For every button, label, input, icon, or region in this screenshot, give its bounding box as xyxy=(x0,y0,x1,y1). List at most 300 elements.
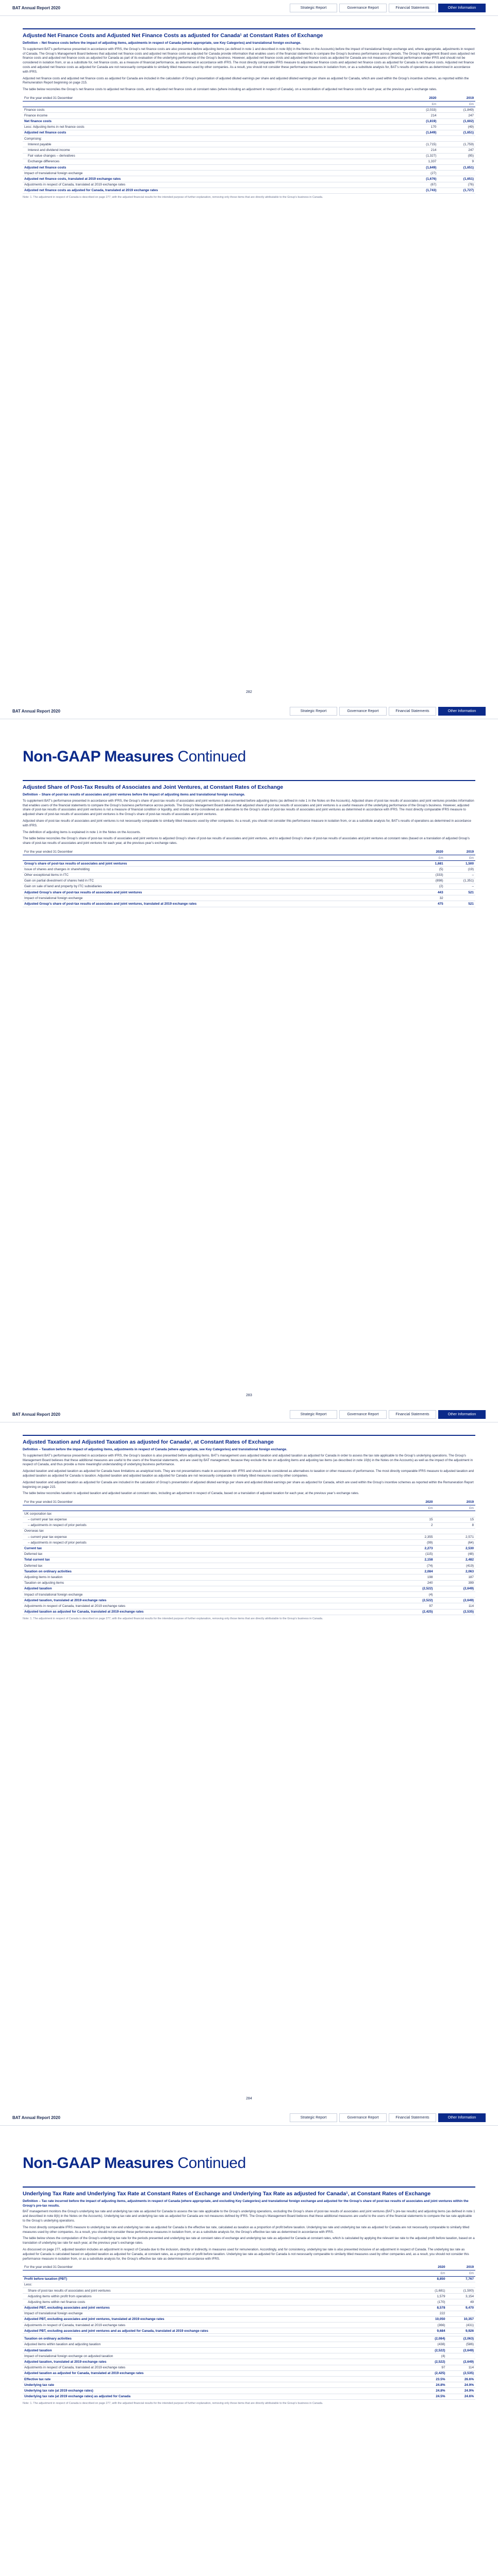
table-row xyxy=(23,1580,475,1586)
table-cell-2019 xyxy=(438,136,475,142)
table-cell-2019: (2,535) xyxy=(447,2370,476,2376)
section-title-main: Non-GAAP Measures xyxy=(23,2155,174,2172)
section-nav xyxy=(290,2113,486,2122)
nav-financial-statements[interactable]: Financial Statements xyxy=(389,4,436,12)
table-row-label: Group’s share of post-tax results of associates and joint ventures xyxy=(23,861,419,867)
table-cell-2020: 214 xyxy=(401,147,438,153)
table-row xyxy=(23,1591,475,1597)
table-row xyxy=(23,1540,475,1546)
table-cell-2020: (99) xyxy=(393,1540,434,1546)
section-title xyxy=(23,2155,475,2172)
measure-definition: Definition – Net finance costs before the impact of adjusting items, adjustments in respect of Canada (where appropriate, see Key Categories) and translational foreign exchange. xyxy=(23,41,302,45)
table-cell-2019: (1,351) xyxy=(445,878,475,884)
table-cell-2020: (1,819) xyxy=(401,118,438,124)
table-cell-2019: (431) xyxy=(447,2323,476,2328)
section-nav xyxy=(290,1410,486,1419)
table-row-label: Adjusting items in taxation xyxy=(23,1574,393,1580)
table-cell-2019: (76) xyxy=(438,182,475,188)
table-units-row xyxy=(23,855,475,860)
table-row xyxy=(23,2287,475,2293)
table-cell-2019: (2,649) xyxy=(447,2359,476,2365)
table-row xyxy=(23,2376,475,2382)
table-row-label: Adjusted taxation xyxy=(23,2348,418,2353)
table-cell-2019: (1,602) xyxy=(438,118,475,124)
table-row-label: Taxation on ordinary activities xyxy=(23,1569,393,1574)
table-row xyxy=(23,188,475,193)
table-units-row xyxy=(23,1505,475,1511)
table-cell-2020: (1,676) xyxy=(401,176,438,182)
table-cell-2019: 9,470 xyxy=(447,2305,476,2311)
table-unit: £m xyxy=(438,101,475,107)
table-row-label: Adjusted PBT, excluding associates and joint ventures xyxy=(23,2305,418,2311)
section-nav xyxy=(290,707,486,716)
table-row xyxy=(23,113,475,118)
table-header-2020: 2020 xyxy=(418,2264,446,2270)
table-cell-2019: (49) xyxy=(438,124,475,130)
divider xyxy=(23,1435,475,1436)
table-row xyxy=(23,2365,475,2370)
table-row xyxy=(23,176,475,182)
table-row xyxy=(23,182,475,188)
table-cell-2019: 9,926 xyxy=(447,2328,476,2334)
table-header-2020: 2020 xyxy=(393,1499,434,1505)
table-row-label: Adjusted items within taxation and adjusting taxation xyxy=(23,2342,418,2347)
table-row xyxy=(23,1557,475,1563)
table-row xyxy=(23,2311,475,2316)
page-number: 282 xyxy=(246,690,252,694)
divider xyxy=(23,2187,475,2188)
table-row xyxy=(23,147,475,153)
table-row-label: Net finance costs xyxy=(23,118,401,124)
table-cell-2020: (438) xyxy=(418,2342,446,2347)
report-page xyxy=(0,2110,498,2576)
table-header-2019: 2019 xyxy=(447,2264,476,2270)
table-row-label: Exchange differences xyxy=(23,159,401,164)
table-cell-2020: 9,684 xyxy=(418,2328,446,2334)
table-row xyxy=(23,2336,475,2342)
table-row xyxy=(23,2328,475,2334)
table-cell-2019: (2,649) xyxy=(447,2348,476,2353)
table-row xyxy=(23,884,475,889)
table-cell-2020: (115) xyxy=(393,1551,434,1557)
table-row-label: Adjusted taxation as adjusted for Canada, translated at 2019 exchange rates xyxy=(23,2370,418,2376)
table-row-label: Taxation on ordinary activities xyxy=(23,2336,418,2342)
table-cell-2019: 521 xyxy=(445,890,475,895)
table-row xyxy=(23,130,475,135)
nav-financial-statements[interactable]: Financial Statements xyxy=(389,2113,436,2122)
table-row xyxy=(23,2382,475,2388)
table-units-row xyxy=(23,101,475,107)
divider xyxy=(23,780,475,781)
body-paragraph: Adjusted share of post-tax results of associates and joint ventures is not necessarily comparable to similarly titled measures used by other companies. As a result, you should not consider this performance measure in isolation from, or as a substitute analysis for, BAT’s results of operations as determined in accordance with IFRS. xyxy=(23,819,471,827)
table-row xyxy=(23,1534,475,1540)
table-cell-2019: 247 xyxy=(438,113,475,118)
table-cell-2019: – xyxy=(445,884,475,889)
table-cell-2019: (1,651) xyxy=(438,130,475,135)
table-row-label: – current year tax expense xyxy=(23,1534,393,1540)
measure-title: Adjusted Share of Post-Tax Results of Associates and Joint Ventures, at Constant Rates of Exchange xyxy=(23,784,284,790)
table-cell-2019: 15 xyxy=(435,1517,475,1522)
report-page xyxy=(0,0,498,703)
table-row xyxy=(23,2305,475,2311)
table-cell-2020: (333) xyxy=(419,872,445,878)
measure-body xyxy=(23,799,475,846)
table-row-label: Fair value changes – derivatives xyxy=(23,153,401,159)
table-header-row xyxy=(23,1499,475,1505)
table-header-label: For the year ended 31 December xyxy=(23,849,419,855)
table-row-label: Finance costs xyxy=(23,107,401,113)
table-cell-2019: 521 xyxy=(445,901,475,907)
table-cell-2020: 97 xyxy=(393,1603,434,1609)
table-row-label: – adjustments in respect of prior periods xyxy=(23,1540,393,1546)
table-cell-2020: 8,850 xyxy=(418,2276,446,2282)
table-units-row xyxy=(23,2270,475,2276)
nav-strategic-report[interactable]: Strategic Report xyxy=(290,707,337,716)
table-cell-2019: 26.6% xyxy=(447,2376,476,2382)
table-unit: £m xyxy=(447,2270,476,2276)
nav-other-information[interactable]: Other Information xyxy=(438,707,486,716)
table-cell-2019: 24.9% xyxy=(447,2382,476,2388)
table-row xyxy=(23,1609,475,1615)
body-paragraph: To supplement BAT’s performance presented in accordance with IFRS, the Group’s share of post-tax results of associates and joint ventures is also presented before adjusting items (as defined in note 1 in the Notes on the Accounts). Adjusted share of post-tax results of associates and joint ventures provides information that enables users of the financial statements to compare the Group’s business performance across periods. The Group’s Management Board believes that adjusted share of post-tax results of associates and joint ventures is a useful measure of the underlying performance of the Group’s business. However, adjusted share of post-tax results of associates and joint ventures is not a measure of financial condition or liquidity, and should not be considered as an alternative to the Group’s share of post-tax results of associates and joint ventures as determined in accordance with IFRS. The most directly comparable IFRS measure to adjusted share of post-tax results of associates and joint ventures is the Group’s share of post-tax results of associates and joint ventures. xyxy=(23,799,474,817)
table-row xyxy=(23,867,475,872)
report-page xyxy=(0,1406,498,2110)
table-cell-2020: 1,337 xyxy=(401,159,438,164)
table-row xyxy=(23,142,475,147)
table-cell-2020: (1,743) xyxy=(401,188,438,193)
table-row xyxy=(23,890,475,895)
table-cell-2019: (2,063) xyxy=(447,2336,476,2342)
table-row-label: Effective tax rate xyxy=(23,2376,418,2382)
table-cell-2020: (898) xyxy=(419,878,445,884)
table-cell-2020: 10,050 xyxy=(418,2316,446,2322)
table-cell-2020 xyxy=(393,1528,434,1534)
page-content xyxy=(0,2126,498,2405)
table-cell-2020: (1,681) xyxy=(418,2287,446,2293)
table-header-2020: 2020 xyxy=(401,95,438,101)
table-row-label: Adjusted taxation xyxy=(23,1586,393,1591)
table-cell-2020 xyxy=(401,136,438,142)
table-cell-2019: (1,759) xyxy=(438,142,475,147)
table-cell-2020: (2,425) xyxy=(418,2370,446,2376)
body-paragraph: The most directly comparable IFRS measure to underlying tax rate and underlying tax rate as adjusted for Canada is the effective tax rate, calculated as taxation as a proportion of profit before taxation. Underlying tax rate and underlying tax rate as adjusted for Canada are not necessarily comparable to similarly titled measures used by other companies. As a result, you should not consider these performance measures in isolation from, or as a substitute analysis for, the Group’s effective tax rate as determined in accordance with IFRS. xyxy=(23,2225,470,2234)
table-cell-2020: 8,578 xyxy=(418,2305,446,2311)
table-cell-2020: 24.8% xyxy=(418,2382,446,2388)
table-cell-2019: – xyxy=(445,872,475,878)
nav-other-information[interactable]: Other Information xyxy=(438,1410,486,1419)
table-row-label: Finance income xyxy=(23,113,401,118)
table-cell-2019: 2,063 xyxy=(435,1569,475,1574)
measure-title: Adjusted Net Finance Costs and Adjusted Net Finance Costs as adjusted for Canada¹ at Constant Rates of Exchange xyxy=(23,32,323,39)
table-cell-2020: 198 xyxy=(393,1574,434,1580)
reconciliation-table xyxy=(23,2264,475,2399)
table-cell-2020: 32 xyxy=(419,895,445,901)
table-row xyxy=(23,2370,475,2376)
table-cell-2020: (2,522) xyxy=(393,1586,434,1591)
table-cell-2020: (67) xyxy=(401,182,438,188)
table-row xyxy=(23,2323,475,2328)
table-cell-2020: 2,084 xyxy=(393,1569,434,1574)
table-row xyxy=(23,1517,475,1522)
section-title-main: Non-GAAP Measures xyxy=(23,748,174,765)
table-row-label: Total current tax xyxy=(23,1557,393,1563)
table-unit: £m xyxy=(419,855,445,860)
table-cell-2019: (1,500) xyxy=(447,2287,476,2293)
table-row xyxy=(23,2353,475,2359)
table-row-label: Issue of shares and changes in shareholding xyxy=(23,867,419,872)
table-header-row xyxy=(23,849,475,855)
table-row xyxy=(23,165,475,171)
table-row-label: Less: xyxy=(23,2282,418,2287)
table-row-label: Impact of translational foreign exchange xyxy=(23,1591,393,1597)
table-header-row xyxy=(23,2264,475,2270)
table-cell-2020: (74) xyxy=(393,1563,434,1569)
table-header-label: For the year ended 31 December xyxy=(23,95,401,101)
measure-definition: Definition – Share of post-tax results of associates and joint ventures before the impact of adjusting items and translational foreign exchange. xyxy=(23,793,245,797)
reconciliation-table xyxy=(23,95,475,194)
table-row xyxy=(23,153,475,159)
table-row xyxy=(23,1586,475,1591)
table-row xyxy=(23,895,475,901)
table-row-label: – adjustments in respect of prior periods xyxy=(23,1522,393,1528)
table-row xyxy=(23,1603,475,1609)
body-paragraph: As discussed on page 277, adjusted taxation includes an adjustment in respect of Canada due to the inclusion, directly or indirectly, in measures used for remuneration. Accordingly, and for consistency, underlying tax rate is also presented inclusive of an adjustment in respect of Canada. The underlying tax rate as adjusted for Canada is calculated based on adjusted taxation as adjusted for Canada, at constant rates, as a proportion of profit before taxation. Underlying tax rate as adjusted for Canada is not necessarily comparable to similarly titled measures used by other companies and, as a result, you should not consider this performance measure in isolation from, or as a substitute analysis for, the Group’s effective tax rate as determined in accordance with IFRS. xyxy=(23,2247,469,2261)
table-cell-2019: 114 xyxy=(435,1603,475,1609)
table-cell-2020: 1,579 xyxy=(418,2294,446,2299)
table-row-label: Other exceptional items in ITC xyxy=(23,872,419,878)
page-number: 284 xyxy=(246,2097,252,2100)
table-row xyxy=(23,861,475,867)
table-unit xyxy=(23,2270,418,2276)
table-header-label: For the year ended 31 December xyxy=(23,2264,418,2270)
table-cell-2020: 170 xyxy=(401,124,438,130)
table-cell-2019 xyxy=(447,2353,476,2359)
table-cell-2019 xyxy=(435,1591,475,1597)
footnote: Note: 1. The adjustment in respect of Canada is described on page 277, with the adjusted financial results for the intended purpose of further explanation, removing only those items that are directly attributable to the Group’s business in Canada. xyxy=(23,195,323,199)
measure-definition: Definition – Taxation before the impact of adjusting items, adjustments in respect of Canada (where appropriate, see Key Categories) and translational foreign exchange. xyxy=(23,1448,288,1452)
table-cell-2019: 9 xyxy=(438,159,475,164)
table-row-label: Adjustments in respect of Canada, translated at 2019 exchange rates xyxy=(23,2365,418,2370)
report-brand: BAT Annual Report 2020 xyxy=(12,2115,60,2120)
body-paragraph: The table below reconciles the Group’s share of post-tax results of associates and joint ventures to adjusted Group’s share of post-tax results of associates and joint ventures, and to adjusted Group’s share of post-tax results of associates and joint ventures at constant rates (based on a translation of adjusted Group’s share of post-tax results of associates and joint ventures for each year, at the previous year’s exchange rates. xyxy=(23,837,470,845)
table-header-row xyxy=(23,95,475,101)
table-row xyxy=(23,159,475,164)
table-row-label: Adjusting items within profit from operations xyxy=(23,2294,418,2299)
body-paragraph: Adjusted taxation and adjusted taxation as adjusted for Canada are included in the calculation of Group’s presentation of adjusted diluted earnings per share and adjusted diluted earnings per share as adjusted for Canada, which are used within the Group’s incentive schemes as reported within the Remuneration Report beginning on page 215. xyxy=(23,1480,474,1489)
table-row-label: Impact of translational foreign exchange xyxy=(23,2311,418,2316)
table-row xyxy=(23,2299,475,2305)
table-unit xyxy=(23,855,419,860)
table-row xyxy=(23,1528,475,1534)
table-row-label: Adjusted taxation as adjusted for Canada, translated at 2019 exchange rates xyxy=(23,1609,393,1615)
table-row xyxy=(23,124,475,130)
table-cell-2020: (2,522) xyxy=(418,2348,446,2353)
table-cell-2019: 8 xyxy=(435,1522,475,1528)
table-row-label: Interest payable xyxy=(23,142,401,147)
nav-governance-report[interactable]: Governance Report xyxy=(339,4,387,12)
table-cell-2020: (2,522) xyxy=(393,1598,434,1603)
body-paragraph: Adjusted net finance costs and adjusted net finance costs as adjusted for Canada are included in the calculation of Group’s presentation of adjusted diluted earnings per share and adjusted diluted earnings per share as adjusted for Canada, which are used within the Group’s incentive schemes, as reported within the Remuneration Report beginning on page 215. xyxy=(23,76,469,85)
nav-financial-statements[interactable]: Financial Statements xyxy=(389,707,436,716)
table-unit xyxy=(23,1505,393,1511)
table-unit xyxy=(23,101,401,107)
table-cell-2020: 23.5% xyxy=(418,2376,446,2382)
table-row xyxy=(23,107,475,113)
table-row-label: Impact of translational foreign exchange xyxy=(23,895,419,901)
page-content xyxy=(0,16,498,200)
table-cell-2020: (170) xyxy=(418,2299,446,2305)
table-row-label: Adjusted Group’s share of post-tax results of associates and joint ventures, translated at 2019 exchange rates xyxy=(23,901,419,907)
page-content xyxy=(0,1422,498,1621)
table-row xyxy=(23,2316,475,2322)
table-header-label: For the year ended 31 December xyxy=(23,1499,393,1505)
table-cell-2019: 114 xyxy=(447,2365,476,2370)
table-row-label: Adjusted Group’s share of post-tax results of associates and joint ventures xyxy=(23,890,419,895)
page-number: 283 xyxy=(246,1394,252,1397)
table-cell-2019 xyxy=(438,171,475,176)
nav-other-information[interactable]: Other Information xyxy=(438,4,486,12)
table-cell-2020: (2) xyxy=(419,884,445,889)
table-cell-2020: 475 xyxy=(419,901,445,907)
table-row-label: Adjusting items within net finance costs xyxy=(23,2299,418,2305)
table-row xyxy=(23,878,475,884)
nav-strategic-report[interactable]: Strategic Report xyxy=(290,2113,337,2122)
table-row-label: Deferred tax xyxy=(23,1563,393,1569)
table-cell-2019 xyxy=(435,1511,475,1517)
table-cell-2020: 2,355 xyxy=(393,1534,434,1540)
table-cell-2019: (64) xyxy=(435,1540,475,1546)
table-cell-2020: (2,522) xyxy=(418,2359,446,2365)
table-unit: £m xyxy=(445,855,475,860)
table-cell-2019: 1,500 xyxy=(445,861,475,867)
top-bar xyxy=(0,703,498,719)
table-cell-2019: (48) xyxy=(435,1551,475,1557)
section-nav xyxy=(290,4,486,12)
table-row-label: Interest and dividend income xyxy=(23,147,401,153)
table-header-2019: 2019 xyxy=(445,849,475,855)
table-header-2019: 2019 xyxy=(435,1499,475,1505)
table-cell-2020: 2,273 xyxy=(393,1546,434,1551)
table-row-label: Adjusted taxation, translated at 2019 exchange rates xyxy=(23,1598,393,1603)
table-row xyxy=(23,2359,475,2365)
table-cell-2019 xyxy=(445,895,475,901)
table-cell-2019: 2,530 xyxy=(435,1546,475,1551)
table-cell-2019: 24.6% xyxy=(447,2394,476,2399)
table-cell-2019: (586) xyxy=(447,2342,476,2347)
measure-body xyxy=(23,47,475,92)
section-title-continued: Continued xyxy=(177,2155,246,2172)
table-cell-2019: (1,651) xyxy=(438,165,475,171)
reconciliation-table xyxy=(23,1499,475,1615)
table-header-2019: 2019 xyxy=(438,95,475,101)
table-cell-2020 xyxy=(418,2282,446,2287)
table-cell-2019: 7,767 xyxy=(447,2276,476,2282)
nav-strategic-report[interactable]: Strategic Report xyxy=(290,1410,337,1419)
table-row xyxy=(23,2282,475,2287)
body-paragraph: To supplement BAT’s performance presented in accordance with IFRS, the Group’s taxation is also presented before adjusting items. BAT’s management uses adjusted taxation and adjusted taxation as adjusted for Canada in order to assess the tax rate applicable to the Group’s underlying operations. The Group’s Management Board believes that these additional measures are useful to the users of the financial statements, and are used by BAT management, because they exclude the tax on adjusting items and adjusting tax items (as described in note 10(b) in the Notes on the Accounts) as well as the impact of the adjustment in respect of Canada, and thus provide a more meaningful understanding of underlying business performance. xyxy=(23,1453,473,1467)
table-row-label: Impact of translational foreign exchange xyxy=(23,171,401,176)
table-row-label: Overseas tax xyxy=(23,1528,393,1534)
table-cell-2020: (1,649) xyxy=(401,165,438,171)
table-cell-2020: (5) xyxy=(419,867,445,872)
table-cell-2020: (2,425) xyxy=(393,1609,434,1615)
table-cell-2019: (1,849) xyxy=(438,107,475,113)
table-cell-2020: 240 xyxy=(393,1580,434,1586)
report-brand: BAT Annual Report 2020 xyxy=(12,1412,60,1417)
nav-governance-report[interactable]: Governance Report xyxy=(339,2113,387,2122)
table-row-label: Comprising: xyxy=(23,136,401,142)
measure-body xyxy=(23,2210,475,2261)
body-paragraph: The table below shows the computation of the Group’s underlying tax rate for the periods presented and underlying tax rate at constant rates of exchange and underlying tax rate as adjusted for Canada at constant rates, which is calculated by applying the relevant tax rate to the adjusted profit before taxation, based on a translation of underlying tax rate for each year, at the previous year’s exchange rates. xyxy=(23,2236,475,2245)
table-cell-2019: 2,482 xyxy=(435,1557,475,1563)
measure-definition: Definition – Tax rate incurred before the impact of adjusting items, adjustments in respect of Canada (where appropriate, and excluding Key Categories) and translational foreign exchange and adjusted for the Group’s share of post-tax results of associates and joint ventures within the Group’s pre-tax results. xyxy=(23,2199,469,2208)
body-paragraph: To supplement BAT’s performance presented in accordance with IFRS, the Group’s net finance costs are also presented before adjusting items (as defined in note 1 and described in note 8(b) in the Notes on the Accounts) before the impact of translational foreign exchange and, where appropriate, adjustments in respect of Canada. The Group’s Management Board believes that adjusted net finance costs and adjusted net finance costs as adjusted for Canada provide information that enables users of the financial statements to compare the Group’s business performance across periods. The Group’s Management Board uses adjusted net finance costs and adjusted net finance costs as adjusted for Canada as part of its evaluation of the underlying performance of the Group’s business. However, adjusted net finance costs and adjusted net finance costs as adjusted for Canada are not measures of financial performance under IFRS and should not be considered in isolation from, or as a substitute for, net finance costs, as a measure of financial performance, as determined in accordance with IFRS. The most directly comparable IFRS measure to adjusted net finance costs and adjusted net finance costs as adjusted for Canada is net finance costs. Adjusted net finance costs and adjusted net finance costs as adjusted for Canada are not necessarily comparable to similarly titled measures used by other companies. As a result, you should not consider these performance measures in isolation from, or as a substitute analysis for, BAT’s results of operations as determined in accordance with IFRS. xyxy=(23,47,475,74)
table-row-label: Adjusted taxation, translated at 2019 exchange rates xyxy=(23,2359,418,2365)
table-cell-2020: (2,084) xyxy=(418,2336,446,2342)
table-row-label: Adjusted PBT, excluding associates and joint ventures, translated at 2019 exchange rates xyxy=(23,2316,418,2322)
section-title-continued: Continued xyxy=(177,748,246,765)
table-cell-2020: (4) xyxy=(418,2353,446,2359)
nav-financial-statements[interactable]: Financial Statements xyxy=(389,1410,436,1419)
table-cell-2020: (4) xyxy=(393,1591,434,1597)
table-cell-2019: 24.9% xyxy=(447,2388,476,2394)
table-cell-2020: (27) xyxy=(401,171,438,176)
table-cell-2019: 399 xyxy=(435,1580,475,1586)
body-paragraph: The table below reconciles the Group’s net finance costs to adjusted net finance costs, and to adjusted net finance costs at constant rates (where including an adjustment in respect of Canada), on a reconciliation of adjusted net finance costs for each year, at the previous year’s exchange rates. xyxy=(23,88,437,92)
body-paragraph: BAT management monitors the Group’s underlying tax rate and underlying tax rate as adjusted for Canada to assess the tax rate applicable to the Group’s underlying operations, excluding the Group’s share of post-tax results of associates and joint ventures (BAT’s pre-tax results) and adjusting items (as defined in note 1 and described in note 8(b) in the Notes on the Accounts). Underlying tax rate and underlying tax rate as adjusted for Canada are not measures defined by IFRS. The Group’s Management Board believes that these additional measures are useful to the users of the financial statements to compare the tax rate applicable to the Group’s underlying operations. xyxy=(23,2210,475,2223)
table-cell-2019: 3,154 xyxy=(447,2294,476,2299)
table-cell-2020: 2 xyxy=(393,1522,434,1528)
table-row xyxy=(23,1551,475,1557)
table-cell-2019: (2,535) xyxy=(435,1609,475,1615)
footnote: Note: 1. The adjustment in respect of Canada is described on page 277, with the adjusted financial results for the intended purpose of further explanation, removing only those items that are directly attributable to the Group’s business in Canada. xyxy=(23,2401,323,2405)
table-row xyxy=(23,118,475,124)
table-cell-2020: (1,327) xyxy=(401,153,438,159)
table-row-label: Current tax xyxy=(23,1546,393,1551)
table-row xyxy=(23,901,475,907)
top-bar xyxy=(0,1406,498,1422)
nav-governance-report[interactable]: Governance Report xyxy=(339,707,387,716)
table-row-label: Less: Adjusting items in net finance costs xyxy=(23,124,401,130)
table-cell-2020: 2,158 xyxy=(393,1557,434,1563)
table-row-label: Adjustments in respect of Canada, translated at 2019 exchange rates xyxy=(23,1603,393,1609)
table-row-label: Underlying tax rate (at 2019 exchange rates) as adjusted for Canada xyxy=(23,2394,418,2399)
table-row xyxy=(23,136,475,142)
table-row-label: Adjusted net finance costs xyxy=(23,130,401,135)
top-bar xyxy=(0,2110,498,2126)
page-content xyxy=(0,719,498,907)
table-row xyxy=(23,2294,475,2299)
table-cell-2019: (1,727) xyxy=(438,188,475,193)
table-row xyxy=(23,2394,475,2399)
table-cell-2020: 214 xyxy=(401,113,438,118)
report-brand: BAT Annual Report 2020 xyxy=(12,708,60,714)
table-row xyxy=(23,1598,475,1603)
divider xyxy=(23,28,475,29)
nav-strategic-report[interactable]: Strategic Report xyxy=(290,4,337,12)
table-row-label: Adjusted PBT, excluding associates and joint ventures and as adjusted for Canada, translated at 2019 exchange rates xyxy=(23,2328,418,2334)
table-cell-2019: 49 xyxy=(447,2299,476,2305)
table-cell-2019 xyxy=(447,2282,476,2287)
table-cell-2020: 1,681 xyxy=(419,861,445,867)
table-row-label: Profit before taxation (PBT) xyxy=(23,2276,418,2282)
table-row-label: Underlying tax rate (at 2019 exchange rates) xyxy=(23,2388,418,2394)
table-cell-2019: (419) xyxy=(435,1563,475,1569)
table-cell-2020: 97 xyxy=(418,2365,446,2370)
footnote: Note: 1. The adjustment in respect of Canada is described on page 277, with the adjusted financial results for the intended purpose of further explanation, removing only those items that are directly attributable to the Group’s business in Canada. xyxy=(23,1617,323,1620)
nav-other-information[interactable]: Other Information xyxy=(438,2113,486,2122)
nav-governance-report[interactable]: Governance Report xyxy=(339,1410,387,1419)
